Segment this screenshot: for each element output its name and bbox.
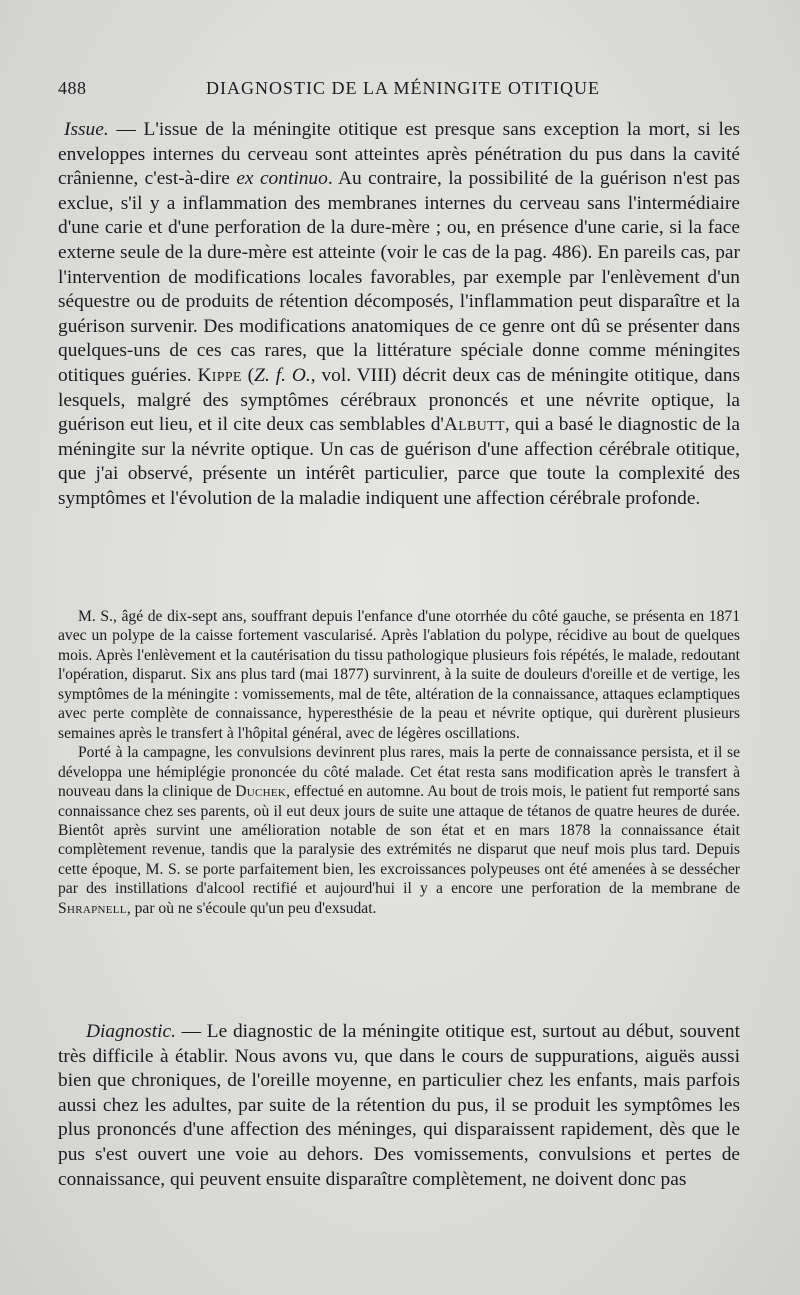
case-text-c: , par où ne s'écoule qu'un peu d'exsudat. [126,899,377,917]
page-number: 488 [58,78,87,98]
case-paragraph-2 [58,743,740,918]
page-header [58,78,742,104]
diagnostic-paragraph [58,1020,740,1192]
author-shrapnell: Shrapnell [58,899,127,917]
case-report [58,607,740,918]
running-title: DIAGNOSTIC DE LA MÉNINGITE OTITIQUE [206,78,600,98]
issue-heading: Issue. [64,119,109,140]
diagnostic-text: — Le diagnostic de la méningite otitique est, surtout au début, souvent très difficile à établir. Nous avons vu, que dans le cours de suppurations, aiguës aussi bien que chroniques, de l'oreille moyenne, en particulier chez les enfants, mais parfois aussi chez les adultes, par suite de la rétention du pus, il se produit les symptômes les plus prononcés d'une affection des méninges, qui disparaissent rapidement, dès que le pus s'est ouvert une voie au dehors. Des vomissements, convulsions et pertes de connaissance, qui peuvent ensuite disparaître complètement, ne doivent donc pas [58,1021,740,1190]
journal-abbrev: Z. f. O. [254,364,311,386]
issue-text-2: . Au contraire, la possibilité de la guérison n'est pas exclue, s'il y a inflammation des membranes internes du cerveau sans l'intermédiaire d'une carie et d'une perforation de la dure-mère ; ou, en présence d'une carie, si la face externe seule de la dure-mère est atteinte (voir le cas de la pag. 486). En pareils cas, par l'intervention de modifications locales favorables, par exemple par l'enlèvement d'un séquestre ou de produits de rétention décomposés, l'inflammation peut disparaître et la guérison survenir. Des modifications anatomiques de ce genre ont dû se présenter dans quelques-uns de ces cas rares, que la littérature spéciale donne comme méningites otitiques guéries. [58,168,741,386]
case-text-a: Porté à la campagne, les convulsions devinrent plus rares, mais la perte de connaissance persista, et il se développa une hémiplégie prononcée du côté malade. Cet état resta sans modification après le transfert à nouveau dans la clinique de [58,744,740,801]
author-duchek: Duchek [235,783,287,801]
issue-text-4: , vol. VIII) décrit deux cas de méningite otitique, dans lesquels, malgré des symptômes cérébraux prononcés et une névrite optique, la guérison eut lieu, et il cite deux cas semblables d' [58,364,741,436]
case-text-b: , effectué en automne. Au bout de trois mois, le patient fut remporté sans connaissance chez ses parents, où il eut deux jours de suite une attaque de tétanos de quatre heures de durée. Bientôt après survint une amélioration notable de son état et en mars 1878 la connaissance était complètement revenue, tandis que la paralysie des extrémités ne disparut que neuf mois plus tard. Depuis cette époque, M. S. se porte parfaitement bien, les excroissances polypeuses ont été amenées à se dessécher par des instillations d'alcool rectifié et aujourd'hui il y a encore une perforation de la membrane de [58,783,740,898]
diagnostic-heading: Diagnostic. [86,1021,176,1042]
author-albutt: Albutt [443,414,505,436]
issue-text-1: — L'issue de la méningite otitique est presque sans exception la mort, si les enveloppes internes du cerveau sont atteintes après pénétration du pus dans la cavité crânienne, c'est-à-dire [58,119,740,190]
issue-text-5: , qui a basé le diagnostic de la méningite sur la névrite optique. Un cas de guérison d'une affection cérébrale otitique, que j'ai observé, présente un intérêt particulier, parce que toute la complexité des symptômes et l'évolution de la maladie indiquent une affection cérébrale profonde. [58,414,740,509]
case-paragraph-1: M. S., âgé de dix-sept ans, souffrant depuis l'enfance d'une otorrhée du côté gauche, se présenta en 1871 avec un polype de la caisse fortement vascularisé. Après l'ablation du polype, récidive au bout de quelques mois. Après l'enlèvement et la cautérisation du tissu pathologique plusieurs fois répétés, le malade, redoutant l'opération, disparut. Six ans plus tard (mai 1877) survinrent, à la suite de douleurs d'oreille et de vertige, les symptômes de la méningite : vomissements, mal de tête, altération de la connaissance, attaques eclamptiques avec perte complète de connaissance, hyperesthésie de la peau et névrite optique, qui durèrent plusieurs semaines après le transfert à l'hôpital général, avec de légères oscillations. [58,608,740,742]
author-kippe: Kippe [197,364,242,386]
issue-text-3: ( [241,364,255,386]
latin-phrase: ex continuo [236,168,328,190]
issue-paragraph [58,118,740,512]
